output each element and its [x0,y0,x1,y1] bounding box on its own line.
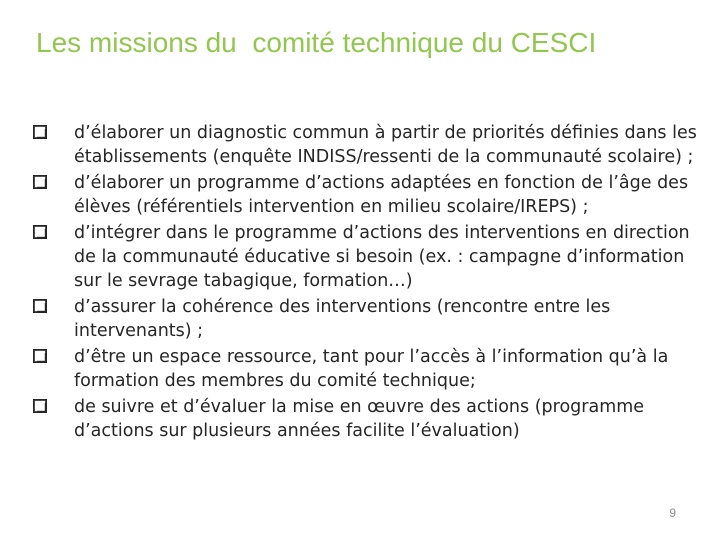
list-item [30,345,714,393]
list-item [30,121,714,169]
page-number: 9 [669,506,676,520]
checkbox-icon [33,125,47,139]
list-item-text: d’intégrer dans le programme d’actions des interventions en direction de la communauté éducative si besoin (ex. : campagne d’information sur le sevrage tabagique, formation…) [74,223,690,291]
checkbox-icon [33,175,47,189]
missions-list [30,121,714,445]
checkbox-icon [33,299,47,313]
list-item-text: d’assurer la cohérence des interventions (rencontre entre les intervenants) ; [74,297,611,341]
checkbox-icon [33,225,47,239]
list-item-text: d’élaborer un diagnostic commun à partir de priorités définies dans les établissements (enquête INDISS/ressenti de la communauté scolaire) ; [74,123,697,167]
list-item-text: d’être un espace ressource, tant pour l’accès à l’information qu’à la formation des membres du comité technique; [74,347,669,391]
list-item-text: de suivre et d’évaluer la mise en œuvre des actions (programme d’actions sur plusieurs années facilite l’évaluation) [74,397,645,441]
list-item-text: d’élaborer un programme d’actions adaptées en fonction de l’âge des élèves (référentiels intervention en milieu scolaire/IREPS) ; [74,173,689,217]
list-item [30,221,714,293]
list-item [30,171,714,219]
checkbox-icon [33,349,47,363]
list-item [30,395,714,443]
checkbox-icon [33,399,47,413]
list-item [30,295,714,343]
slide-title: Les missions du comité technique du CESCI [36,27,597,58]
